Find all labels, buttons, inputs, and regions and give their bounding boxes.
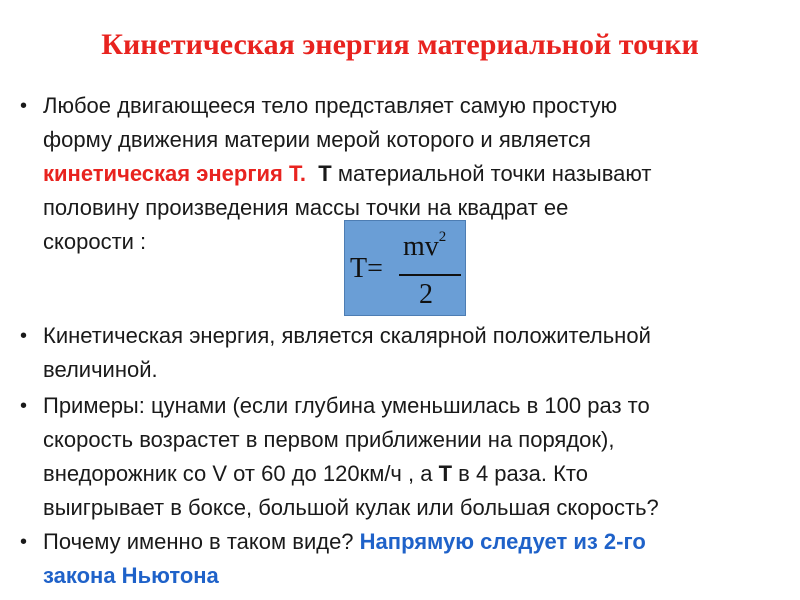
kinetic-energy-formula: [344, 220, 466, 316]
bullet-3-line-3-post: в 4 раза. Кто: [452, 461, 588, 486]
bullet-1-line-2: форму движения материи мерой которого и является: [43, 127, 591, 152]
bullet-marker-2: •: [20, 325, 28, 347]
bullet-1-line-4: половину произведения массы точки на квадрат ее: [43, 195, 569, 220]
bullet-4-line-2: [43, 559, 783, 593]
symbol-t-2: Т: [438, 461, 453, 486]
formula-denominator: 2: [419, 279, 433, 310]
bullet-3-line-3: [43, 457, 783, 491]
slide-title: Кинетическая энергия материальной точки: [101, 28, 699, 61]
formula-exponent: 2: [438, 229, 447, 245]
newton-answer-part-1: Напрямую следует из 2-го: [359, 529, 646, 554]
formula-lhs: T=: [350, 253, 383, 284]
bullet-1-line-5: скорости :: [43, 229, 147, 254]
bullet-3-line-1: Примеры: цунами (если глубина уменьшилась в 100 раз то: [43, 393, 650, 418]
bullet-4-line-1: [43, 525, 783, 559]
formula-mv: mv: [403, 231, 439, 262]
symbol-t: Т: [318, 161, 332, 186]
kinetic-energy-term: кинетическая энергия Т.: [43, 161, 307, 186]
bullet-1-line-3: [43, 157, 783, 191]
bullet-marker-4: •: [20, 531, 28, 553]
bullet-marker-1: •: [20, 95, 28, 117]
newton-answer-part-2: закона Ньютона: [43, 563, 219, 588]
bullet-4-question: Почему именно в таком виде?: [43, 529, 360, 554]
bullet-3-line-3-pre: внедорожник со V от 60 до 120км/ч , а: [43, 461, 439, 486]
formula-numerator: [403, 231, 446, 263]
bullet-3-line-2: скорость возрастет в первом приближении на порядок),: [43, 427, 615, 452]
bullet-2-line-1: Кинетическая энергия, является скалярной положительной: [43, 323, 651, 348]
bullet-marker-3: •: [20, 395, 28, 417]
bullet-2-line-2: величиной.: [43, 357, 158, 382]
bullet-3-line-4: выигрывает в боксе, большой кулак или большая скорость?: [43, 495, 659, 520]
bullet-1-line-1: Любое двигающееся тело представляет самую простую: [43, 93, 618, 118]
bullet-1-line-3-rest: материальной точки называют: [331, 161, 652, 186]
fraction-bar: [399, 274, 461, 276]
